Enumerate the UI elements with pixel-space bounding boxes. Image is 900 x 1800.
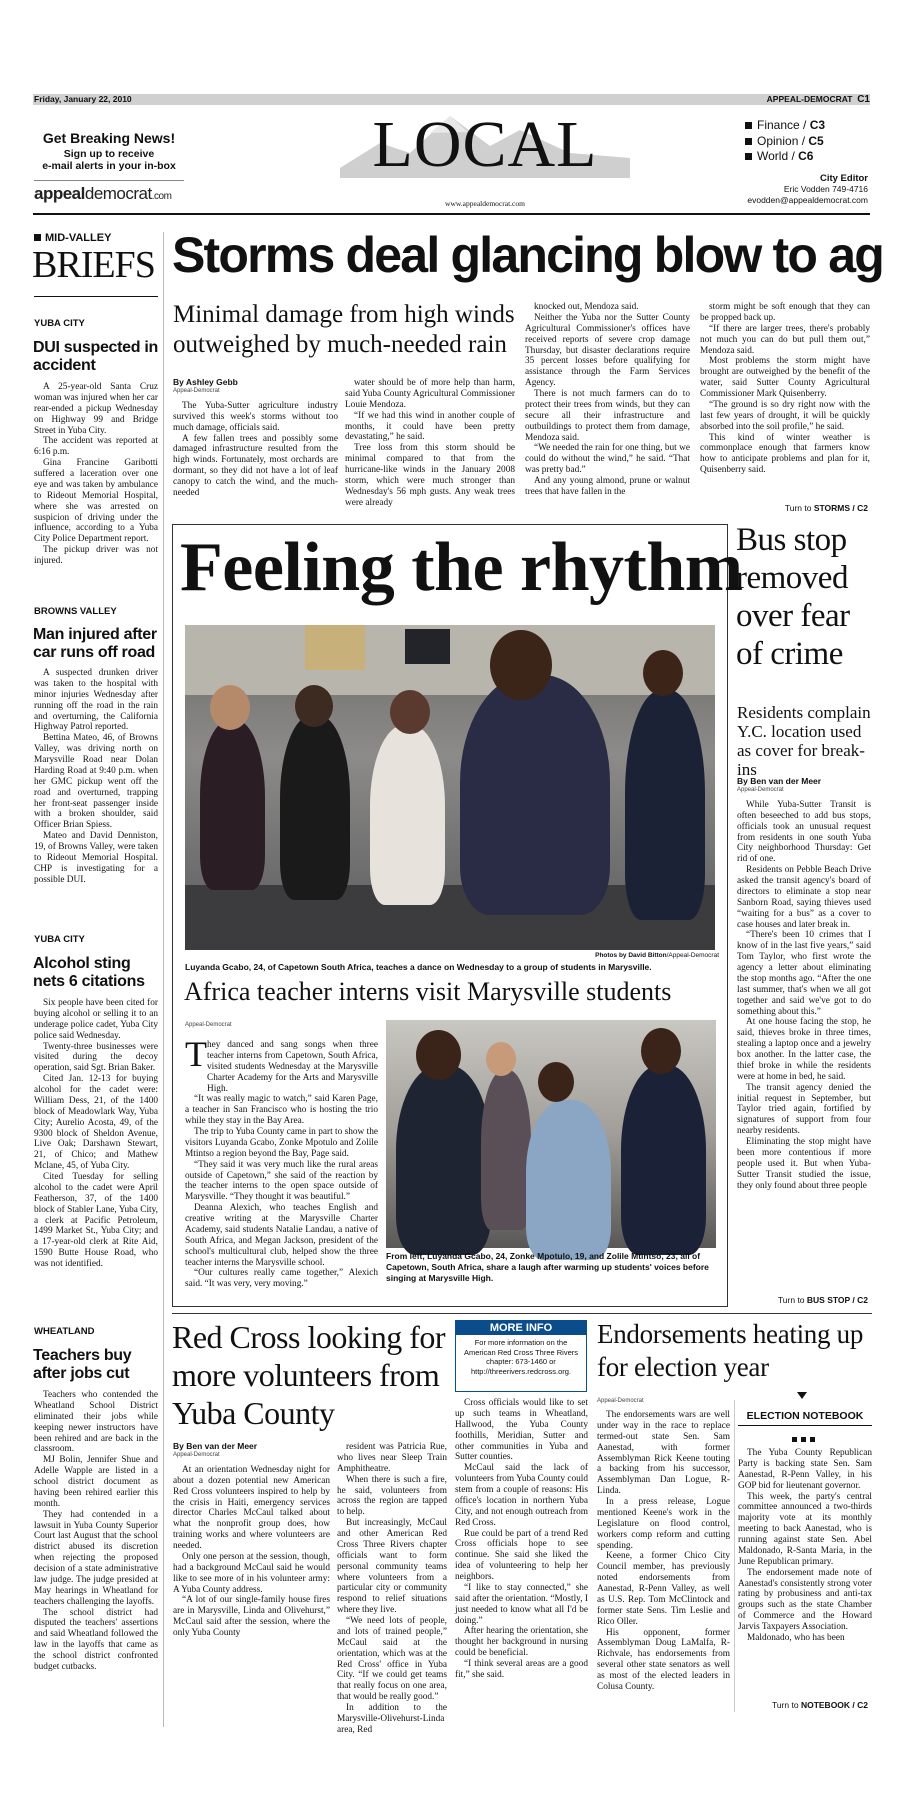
folio: [767, 94, 870, 105]
breaking-news-promo[interactable]: [34, 130, 184, 172]
redcross-credit: Appeal-Democrat: [173, 1451, 220, 1458]
redcross-col1: By Ben van der Meer Appeal-Democrat At an orientation Wednesday night for about a dozen potential new American Red Cross volunteers inspired to help by the crisis in Haiti, emergency services director Charles McCaul talked about what the nonprofit group does, how training works and where volunteers are needed. Only one person at the session, though, had a background McCaul said he would like to see more of in his volunteer army: A Yuba County address. “A lot of our single-family house fires are in Marysville, Linda and Olivehurst,” McCaul said after the session, where the only Yuba County: [173, 1441, 330, 1639]
brief-location: BROWNS VALLEY: [34, 606, 117, 617]
editor-name: Eric Vodden 749-4716: [783, 184, 868, 194]
more-info-box: [455, 1320, 587, 1392]
paper-name: APPEAL-DEMOCRAT: [766, 94, 853, 104]
site-url[interactable]: www.appealdemocrat.com: [445, 199, 525, 208]
photo-caption: Luyanda Gcabo, 24, of Capetown South Africa, teaches a dance on Wednesday to a group of students in Marysville.: [185, 962, 652, 972]
photo-credit: Photos by David Bitton/Appeal-Democrat: [595, 952, 719, 959]
promo-title: Get Breaking News!: [42, 130, 176, 146]
storms-col1: By Ashley Gebb Appeal-Democrat The Yuba-Sutter agriculture industry survived this week's storms without too much damage, officials said. A few fallen trees and possibly some damaged infrastructure resulted from the high winds. Fortunately, most orchards are dormant, so they did not have a lot of leaf canopy to catch the wind, and the much-needed: [173, 377, 338, 498]
storms-headline[interactable]: Storms deal glancing blow to ag: [172, 227, 883, 283]
top-rule: [33, 94, 870, 105]
brief-body: Teachers who contended the Wheatland School District eliminated their jobs while keeping newer instructors have been rehired and are back in the classroom. MJ Bolin, Jennifer Shue and Adelle Wapple are listed in a school district document as having been rehired earlier this month. They had contended in a lawsuit in Yuba County Superior Court last August that the school district abused its discretion when rejecting the proposed decision of a state administrative law judge. The judge presided at May hearings in Wheatland for teachers challenging the layoffs. The school district had disputed the teachers' assertions and said Wheatland followed the law in the layoffs that came as the school district confronted budget cutbacks.: [34, 1390, 158, 1672]
endorse-headline[interactable]: Endorsements heating up for election year: [597, 1319, 864, 1382]
busstop-body: By Ben van der Meer Appeal-Democrat While Yuba-Sutter Transit is often beseeched to add bus stops, officials took an unusual request from residents in one south Yuba City neighborhood Thursday: Get rid of one. Residents on Pebble Beach Drive asked the transit agency's board of directors to eliminate a stop near Sanborn Road, saying thieves used “waiting for a bus” as a cover to case houses and later break in. “There's been 10 crimes that I know of in the last five years,” said Tom Taylor, who first wrote the agency a letter about eliminating the stop months ago. “After the one last summer, that's when we all got together and said we've got to do something about this.” At one house facing the stop, he said, thieves broke in three times, stealing a laptop once and a jewelry box another. In the latter case, the thief broke in while the residents were at home in bed, he said. The transit agency denied the initial request in September, but Taylor tried again, fortified by signatures of support from four nearby residents. Eliminating the stop might have been more contentious if more people used it. But when Yuba-Sutter Transit studied the issue, they only found about three people: [737, 776, 871, 1191]
busstop-headline[interactable]: Bus stop removed over fear of crime: [736, 522, 850, 672]
storms-col3: knocked out, Mendoza said. Neither the Yuba nor the Sutter County Agricultural Commissioner's offices have received reports of severe crop damage Thursday, but disaster declarations require 35 percent losses before qualifying for assistance through the Farm Services Agency. There is not much farmers can do to protect their trees from winds, but they can secure all their infrastructure and outbuildings to protect them from damage, Mendoza said. “We needed the rain for one thing, but we could do without the wind,” he said. “That was pretty bad.” And any young almond, prune or walnut trees that have fallen in the: [525, 302, 690, 497]
brief-location: YUBA CITY: [34, 318, 85, 329]
busstop-credit: Appeal-Democrat: [737, 786, 784, 793]
more-info-text[interactable]: For more information on the American Red Cross Three Rivers chapter: 673-1460 or http://threerivers.redcross.org.: [463, 1338, 579, 1376]
storms-credit: Appeal-Democrat: [173, 387, 220, 394]
editor-email[interactable]: evodden@appealdemocrat.com: [747, 195, 868, 205]
brief-headline[interactable]: Teachers buy after jobs cut: [33, 1347, 132, 1382]
singing-photo: [386, 1020, 716, 1248]
appealdemocrat-logo[interactable]: appealdemocrat.com: [34, 184, 172, 203]
brief-location: WHEATLAND: [34, 1326, 95, 1337]
brief-headline[interactable]: Alcohol sting nets 6 citations: [33, 955, 145, 990]
storms-byline: By Ashley Gebb: [173, 377, 238, 387]
storms-col4: storm might be soft enough that they can be propped back up. “If there are larger trees, there's probably not much you can do but pull them out,” Mendoza said. Most problems the storm might have brought are outweighed by the benefit of the water, said Sutter County Agricultural Commissioner Mark Quisenberry. “The ground is so dry right now with the last few years of drought, it will be quickly absorbed into the soil profile,” he said. This kind of winter weather is commonplace enough that farmers know how to anticipate problems and plan for it, Quisenberry said.: [700, 302, 870, 476]
brief-headline[interactable]: DUI suspected in accident: [33, 339, 159, 374]
editor-title: City Editor: [819, 173, 868, 184]
brief-headline[interactable]: Man injured after car runs off road: [33, 626, 157, 661]
section-rule: [172, 1313, 872, 1314]
storms-deck: Minimal damage from high winds outweighed by much-needed rain: [173, 301, 515, 358]
brief-location: YUBA CITY: [34, 934, 85, 945]
rhythm-body: T hey danced and sang songs when three teacher interns from Capetown, South Africa, visited students Wednesday at the Marysville Charter Academy for the Arts and Marysville High. “It was really magic to watch,” said Karen Page, a teacher in San Francisco who is hosting the trio while they stay in the Bay Area. The trip to Yuba County came in part to show the visitors Luyanda Gcabo, Zonke Mpotulo and Zolile Mtintso a region beyond the Bay, Page said. “They said it was very much like the rural areas outside of Capetown,” she said of the reaction by the teacher interns to the open space outside of Marysville. “They thought it was beautiful.” Deanna Alexich, who teaches English and creative writing at the Marysville Charter Academy, said students Natalie Landau, a native of South Africa, and Megan Jackson, president of the school's multicultural club, helped show the three teacher interns the Marysville school. “Our cultures really came together,” Alexich said. “It was very, very moving.”: [185, 1034, 378, 1290]
brief-body: A suspected drunken driver was taken to the hospital with minor injuries Wednesday after running off the road in the rain and overturning, the California Highway Patrol reported. Bettina Mateo, 46, of Browns Valley, was driving north on Marysville Road near Dolan Harding Road at 9:40 p.m. when her GMC pickup went off the road and overturned, trapping her front-seat passenger inside with a broken shoulder, said Officer Brian Spiess. Mateo and David Denniston, 19, of Browns Valley, were taken to Rideout Memorial Hospital. CHP is investigating for a possible DUI.: [34, 668, 158, 885]
busstop-byline: By Ben van der Meer: [737, 776, 822, 786]
notebook-dots-icon: [792, 1437, 816, 1442]
rhythm-subhead: Africa teacher interns visit Marysville students: [184, 977, 672, 1006]
notebook-body: The Yuba County Republican Party is backing state Sen. Sam Aanestad, R-Penn Valley, in his GOP bid for lieutenant governor. This week, the party's central committee announced a two-thirds majority vote at its monthly meeting to back Aanestad, who is running against state Sen. Abel Maldonado, R-Santa Maria, in the June Republican primary. The endorsement made note of Aanestad's consistently strong voter rating by probusiness and anti-tax groups such as the state Chamber of Commerce and the Howard Jarvis Taxpayers Association. Maldonado, who has been: [738, 1448, 872, 1643]
briefs-divider: [163, 232, 164, 1727]
brief-body: Six people have been cited for buying alcohol or selling it to an underage police cadet, Yuba City police said Wednesday. Twenty-three businesses were visited during the decoy operation, said Sgt. Brian Baker. Cited Jan. 12-13 for buying alcohol for the cadet were: William Dess, 21, of the 1400 block of Meadowlark Way, Yuba City; Aurelio Acosta, 49, of the 9300 block of Sheldon Avenue, Live Oak; Darshawn Stewart, 21, of Chico; and Mathew Mclane, 45, of Yuba City. Cited Tuesday for selling alcohol to the cadet were April Featherson, 37, of the 1400 block of Stabler Lane, Yuba City, a clerk at Pacific Petroleum, 1499 Market St., Yuba City; and a 17-year-old clerk at Rite Aid, 1590 Butte House Road, who was not identified.: [34, 998, 158, 1269]
section-title: LOCAL: [372, 108, 598, 181]
drop-cap: T: [185, 1034, 207, 1074]
index-world[interactable]: World / C6: [745, 149, 825, 165]
photo-caption-2: From left, Luyanda Gcabo, 24, Zonke Mpotulo, 19, and Zolile Mtintso, 23, all of Capetown, South Africa, share a laugh after warming up students' voices before singing at Marysville High.: [386, 1251, 709, 1283]
briefs-kicker: MID-VALLEY: [34, 232, 111, 244]
rhythm-credit: Appeal-Democrat: [185, 1022, 232, 1028]
storms-col2: water should be of more help than harm, said Yuba County Agricultural Commissioner Louie Mendoza. “If we had this wind in another couple of months, it could have been pretty devastating,” he said. Tree loss from this storm should be minimal compared to that from the hurricane-like winds in the January 2008 storm, which were much stronger than Wednesday's 56 mph gusts. Any weak trees were already: [345, 378, 515, 508]
more-info-title: MORE INFO: [456, 1321, 586, 1335]
notebook-jump[interactable]: Turn to NOTEBOOK / C2: [771, 1700, 868, 1710]
redcross-col2: resident was Patricia Rue, who lives near Sleep Train Amphitheatre. When there is such a fire, he said, volunteers from across the region are tapped to help. But increasingly, McCaul and other American Red Cross Three Rivers chapter officials want to form personal community teams where volunteers from a particular city or community respond to relief situations where they live. “We need lots of people, and lots of trained people,” McCaul said at the orientation, which was at the Red Cross' office in Yuba City. “If we could get teams that really focus on one area, that would be really good.” In addition to the Marysville-Olivehurst-Linda area, Red: [337, 1442, 447, 1735]
promo-line2: e-mail alerts in your in-box: [42, 160, 176, 172]
redcross-headline[interactable]: Red Cross looking for more volunteers from Yuba County: [172, 1319, 446, 1431]
briefs-title: BRIEFS: [32, 244, 155, 286]
rhythm-headline[interactable]: Feeling the rhythm: [180, 529, 743, 606]
busstop-jump[interactable]: Turn to BUS STOP / C2: [777, 1295, 868, 1305]
dance-photo: [185, 625, 715, 950]
briefs-rule: [34, 296, 158, 297]
issue-date: Friday, January 22, 2010: [34, 94, 132, 104]
masthead-rule: [33, 213, 870, 215]
storms-jump[interactable]: Turn to STORMS / C2: [784, 503, 868, 513]
notebook-divider: [734, 1400, 735, 1712]
promo-line1: Sign up to receive: [63, 148, 155, 160]
page-number: C1: [857, 94, 870, 105]
notebook-arrow-icon: [797, 1392, 807, 1399]
index-finance[interactable]: Finance / C3: [745, 118, 825, 134]
endorse-body: The endorsements wars are well under way in the race to replace termed-out state Sen. Sam Aanestad, with former Assemblyman Rick Keene touting a backing from his successor, Assemblyman Dan Logue, R-Linda. In a press release, Logue mentioned Keene's work in the Legislature on flood control, workers comp reform and cutting spending. Keene, a former Chico City Council member, has previously noted endorsements from Aanestad, R-Penn Valley, as well as U.S. Rep. Tom McClintock and former state Sens. Tim Leslie and Rico Oller. His opponent, former Assemblyman Doug LaMalfa, R-Richvale, has endorsements from several other state senators as well as most of the elected leaders in Colusa County.: [597, 1410, 730, 1692]
redcross-col3: Cross officials would like to set up such teams in Wheatland, Hallwood, the Yuba County foothills, Meridian, Sutter and other communities in Yuba and Sutter counties. McCaul said the lack of volunteers from Yuba County could stem from a couple of reasons: His office's location in northern Yuba City, and not enough outreach from Red Cross. Rue could be part of a trend Red Cross officials hope to see continue. She said she liked the idea of volunteering to help her neighbors. “I like to stay connected,” she said after the orientation. “Mostly, I just needed to know what all I'd be doing.” After hearing the orientation, she thought her background in nursing could be beneficial. “I think several areas are a good fit,” she said.: [455, 1398, 588, 1680]
redcross-byline: By Ben van der Meer: [173, 1441, 258, 1451]
promo-divider: [34, 180, 184, 181]
city-editor-box: [747, 173, 868, 206]
endorse-credit: Appeal-Democrat: [597, 1398, 644, 1404]
notebook-label: ELECTION NOTEBOOK: [738, 1410, 872, 1426]
index-opinion[interactable]: Opinion / C5: [745, 134, 825, 150]
brief-body: A 25-year-old Santa Cruz woman was injured when her car rear-ended a pickup Wednesday on Highway 99 and Bridge Street in Yuba City. The accident was reported at 6:16 p.m. Gina Francine Garibotti suffered a laceration over one eye and was taken by ambulance to Rideout Memorial Hospital, where she was arrested on suspicion of driving under the influence, according to a Yuba City Police Department report. The pickup driver was not injured.: [34, 382, 158, 566]
busstop-deck: Residents complain Y.C. location used as cover for break-ins: [737, 703, 871, 779]
section-index: [745, 118, 825, 165]
